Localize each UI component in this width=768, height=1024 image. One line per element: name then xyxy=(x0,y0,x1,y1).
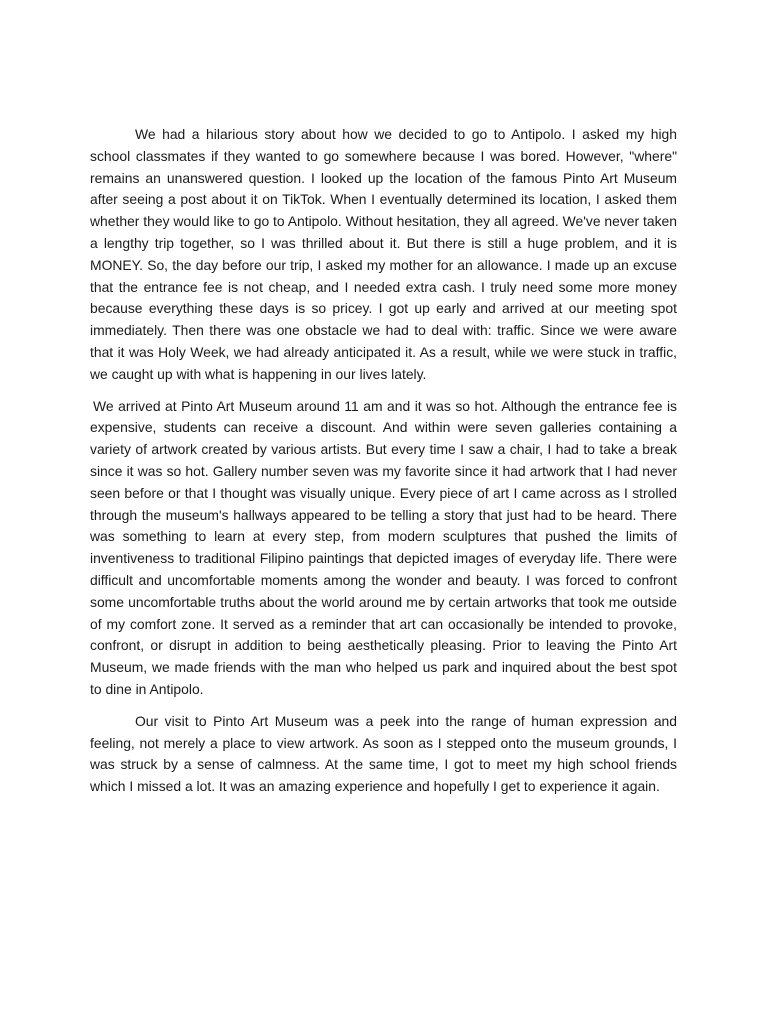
paragraph-conclusion: Our visit to Pinto Art Museum was a peek into the range of human expression and feeling, not merely a place to view artwork. As soon as I stepped onto the museum grounds, I was struck by a sense of calmness. At the same time, I got to meet my high school friends which I missed a lot. It was an amazing experience and hopefully I get to experience it again. xyxy=(90,712,677,795)
paragraph-museum-visit: We arrived at Pinto Art Museum around 11 am and it was so hot. Although the entrance fee is expensive, students can receive a discount. And within were seven galleries containing a variety of artwork created by various artists. But every time I saw a chair, I had to take a break since it was so hot. Gallery number seven was my favorite since it had artwork that I had never seen before or that I thought was visually unique. Every piece of art I came across as I strolled through the museum's hallways appeared to be telling a story that just had to be heard. There was something to learn at every step, from modern sculptures that pushed the limits of inventiveness to traditional Filipino paintings that depicted images of everyday life. There were difficult and uncomfortable moments among the wonder and beauty. I was forced to confront some uncomfortable truths about the world around me by certain artworks that took me outside of my comfort zone. It served as a reminder that art can occasionally be intended to provoke, confront, or disrupt in addition to being aesthetically pleasing. Prior to leaving the Pinto Art Museum, we made friends with the man who helped us park and inquired about the best spot to dine in Antipolo. xyxy=(90,397,677,697)
paragraph-intro: We had a hilarious story about how we decided to go to Antipolo. I asked my high school classmates if they wanted to go somewhere because I was bored. However, "where" remains an unanswered question. I looked up the location of the famous Pinto Art Museum after seeing a post about it on TikTok. When I eventually determined its location, I asked them whether they would like to go to Antipolo. Without hesitation, they all agreed. We've never taken a lengthy trip together, so I was thrilled about it. But there is still a huge problem, and it is MONEY. So, the day before our trip, I asked my mother for an allowance. I made up an excuse that the entrance fee is not cheap, and I needed extra cash. I truly need some more money because everything these days is so pricey. I got up early and arrived at our meeting spot immediately. Then there was one obstacle we had to deal with: traffic. Since we were aware that it was Holy Week, we had already anticipated it. As a result, while we were stuck in traffic, we caught up with what is happening in our lives lately. xyxy=(90,126,677,382)
document-body xyxy=(90,124,677,808)
